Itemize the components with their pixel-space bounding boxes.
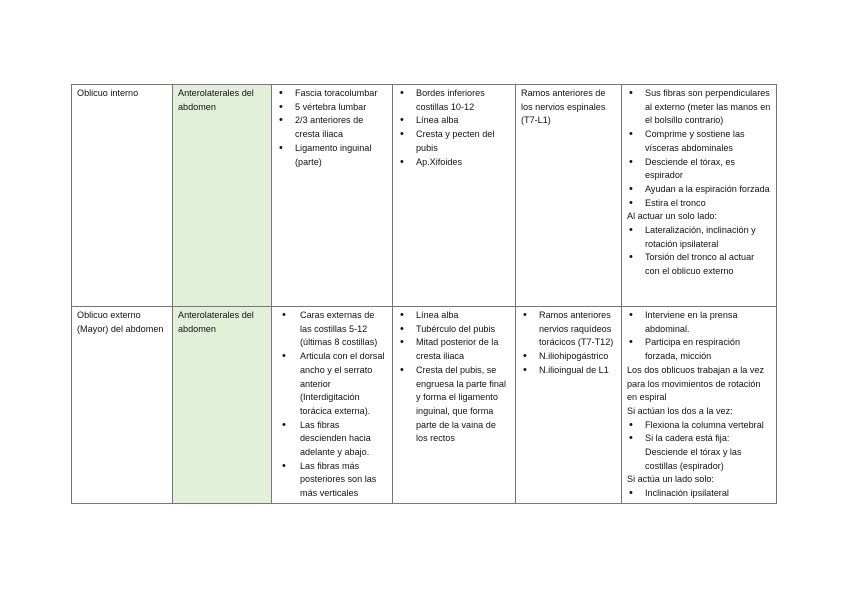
origin-cell [272, 307, 393, 504]
innervation-text: Ramos anteriores de los nervios espinales (T7-L1) [521, 88, 606, 126]
function-list [627, 487, 771, 501]
list-item: • Fascia toracolumbar [277, 87, 387, 101]
list-item: • Participa en respiración forzada, micción [627, 336, 771, 363]
table-row [72, 307, 777, 504]
list-item: • Articula con el dorsal ancho y el serrato anterior (Interdigitación torácica externa). [277, 350, 387, 419]
list-item: • Línea alba [398, 114, 510, 128]
innervation-list [521, 309, 616, 378]
list-item: • Sus fibras son perpendiculares al externo (meter las manos en el bolsillo contrario) [627, 87, 771, 128]
list-item: • Las fibras descienden hacia adelante y abajo. [277, 419, 387, 460]
function-note: Los dos oblicuos trabajan a la vez para los movimientos de rotación en espiral [627, 364, 764, 403]
insertion-cell [393, 307, 516, 504]
list-item: • Ap.Xifoides [398, 156, 510, 170]
list-item: • Caras externas de las costillas 5-12 (últimas 8 costillas) [277, 309, 387, 350]
innervation-cell [516, 85, 622, 307]
function-note: Al actuar un solo lado: [627, 211, 717, 222]
muscle-name: Oblicuo interno [77, 88, 139, 98]
list-item: • N.iliohipogástrico [521, 350, 616, 364]
innervation-cell [516, 307, 622, 504]
list-item: • Ayudan a la espiración forzada [627, 183, 771, 197]
list-item: • Desciende el tórax, es espirador [627, 156, 771, 183]
function-note: Si actúa un lado solo: [627, 474, 714, 485]
list-item: • Ligamento inguinal (parte) [277, 142, 387, 169]
muscle-name: Oblicuo externo (Mayor) del abdomen [77, 310, 164, 334]
region-text: Anterolaterales del abdomen [178, 88, 254, 112]
table-row [72, 85, 777, 307]
function-cell [622, 307, 777, 504]
list-item: • Tubérculo del pubis [398, 323, 510, 337]
list-item: • Flexiona la columna vertebral [627, 419, 771, 433]
muscle-name-cell [72, 307, 173, 504]
function-list [627, 419, 771, 474]
list-item: • 2/3 anteriores de cresta iliaca [277, 114, 387, 141]
list-item: • Torsión del tronco al actuar con el oblicuo externo [627, 251, 771, 278]
function-cell [622, 85, 777, 307]
region-text: Anterolaterales del abdomen [178, 310, 254, 334]
list-item: • Inclinación ipsilateral [627, 487, 771, 501]
origin-list [277, 87, 387, 169]
function-list [627, 87, 771, 210]
list-item: • Mitad posterior de la cresta iliaca [398, 336, 510, 363]
list-item: • Lateralización, inclinación y rotación ipsilateral [627, 224, 771, 251]
muscle-name-cell [72, 85, 173, 307]
list-item: • Si la cadera está fija: Desciende el tórax y las costillas (espirador) [627, 432, 771, 473]
list-item: • Línea alba [398, 309, 510, 323]
list-item: • 5 vértebra lumbar [277, 101, 387, 115]
list-item: • Cresta del pubis, se engruesa la parte final y forma el ligamento inguinal, que forma parte de la vaina de los rectos [398, 364, 510, 446]
list-item: • Comprime y sostiene las vísceras abdominales [627, 128, 771, 155]
origin-list [277, 309, 387, 501]
muscle-table [71, 84, 777, 504]
list-item: • Las fibras más posteriores son las más verticales [277, 460, 387, 501]
list-item: • Cresta y pecten del pubis [398, 128, 510, 155]
insertion-list [398, 309, 510, 446]
list-item: • N.ilioingual de L1 [521, 364, 616, 378]
region-cell [173, 85, 272, 307]
function-list [627, 309, 771, 364]
list-item: • Interviene en la prensa abdominal. [627, 309, 771, 336]
origin-cell [272, 85, 393, 307]
list-item: • Ramos anteriores nervios raquídeos torácicos (T7-T12) [521, 309, 616, 350]
function-note: Si actúan los dos a la vez: [627, 405, 733, 416]
insertion-cell [393, 85, 516, 307]
region-cell [173, 307, 272, 504]
function-list [627, 224, 771, 279]
insertion-list [398, 87, 510, 169]
list-item: • Bordes inferiores costillas 10-12 [398, 87, 510, 114]
list-item: • Estira el tronco [627, 197, 771, 211]
